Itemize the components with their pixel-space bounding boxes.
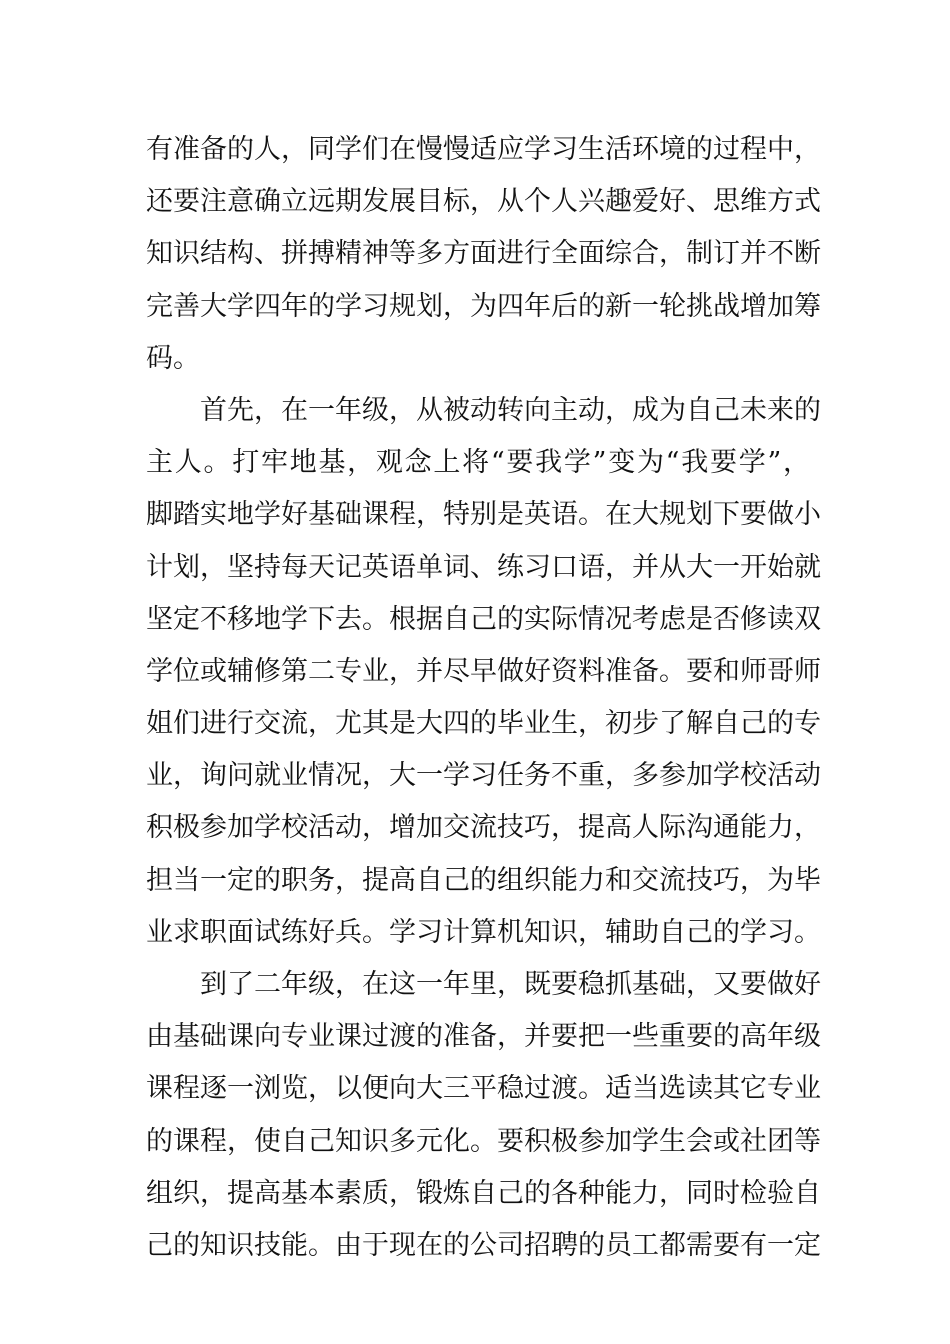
paragraph-3	[146, 959, 821, 1272]
text-line: 知识结构、拼搏精神等多方面进行全面综合，制订并不断	[146, 238, 821, 270]
text-line: 积极参加学校活动，增加交流技巧，提高人际沟通能力，	[146, 812, 821, 844]
text-line: 有准备的人，同学们在慢慢适应学习生活环境的过程中，	[146, 134, 821, 165]
text-line: 脚踏实地学好基础课程，特别是英语。在大规划下要做小	[146, 499, 821, 531]
paragraph-2	[146, 385, 821, 959]
text-line: 学位或辅修第二专业，并尽早做好资料准备。要和师哥师	[146, 655, 821, 687]
text-line: 姐们进行交流，尤其是大四的毕业生，初步了解自己的专	[146, 708, 821, 740]
text-line: 坚定不移地学下去。根据自己的实际情况考虑是否修读双	[146, 603, 821, 635]
text-line: 的课程，使自己知识多元化。要积极参加学生会或社团等	[146, 1125, 821, 1157]
text-line: 担当一定的职务，提高自己的组织能力和交流技巧，为毕	[146, 864, 821, 896]
text-line: 课程逐一浏览，以便向大三平稳过渡。适当选读其它专业	[146, 1073, 821, 1105]
text-line: 计划，坚持每天记英语单词、练习口语，并从大一开始就	[146, 551, 821, 583]
text-line: 己的知识技能。由于现在的公司招聘的员工都需要有一定	[146, 1229, 821, 1261]
text-line: 由基础课向专业课过渡的准备，并要把一些重要的高年级	[146, 1021, 821, 1053]
text-line: 组织，提高基本素质，锻炼自己的各种能力，同时检验自	[146, 1177, 821, 1209]
text-line: 主人。打牢地基，观念上将“要我学”变为“我要学”，	[146, 447, 810, 479]
text-line: 业，询问就业情况，大一学习任务不重，多参加学校活动	[146, 760, 821, 792]
text-line: 还要注意确立远期发展目标，从个人兴趣爱好、思维方式	[146, 186, 821, 218]
text-line: 首先，在一年级，从被动转向主动，成为自己未来的	[200, 394, 821, 426]
text-line: 码。	[146, 342, 200, 374]
text-line: 业求职面试练好兵。学习计算机知识，辅助自己的学习。	[146, 916, 821, 948]
paragraph-1	[146, 124, 821, 385]
text-line: 到了二年级，在这一年里，既要稳抓基础，又要做好	[200, 969, 821, 1000]
text-line: 完善大学四年的学习规划，为四年后的新一轮挑战增加筹	[146, 290, 821, 322]
document-body	[146, 124, 821, 1272]
